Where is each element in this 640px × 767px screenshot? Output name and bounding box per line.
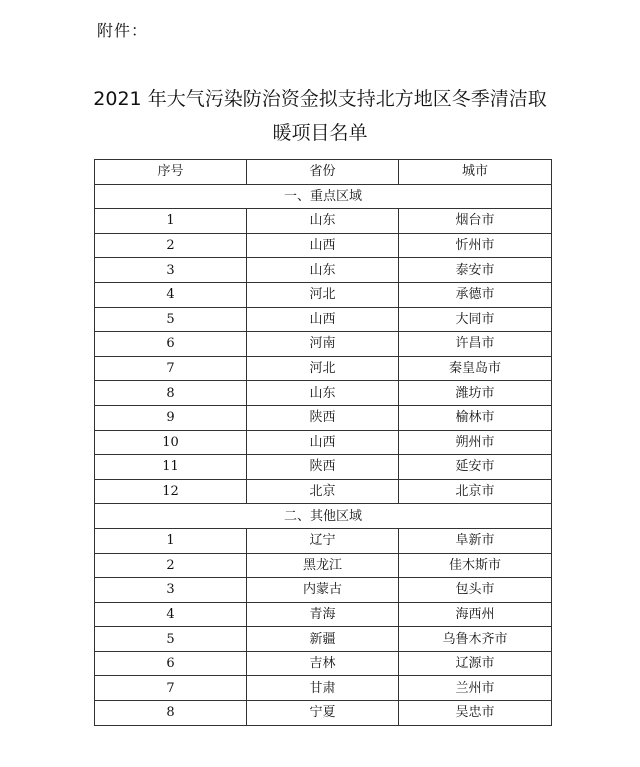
row-index: 8 (95, 701, 247, 726)
row-province: 山西 (247, 233, 399, 258)
row-index: 9 (95, 405, 247, 430)
document-title-line-2: 暖项目名单 (272, 122, 368, 144)
row-index: 2 (95, 553, 247, 578)
row-city: 烟台市 (399, 209, 552, 234)
table-row (95, 381, 552, 406)
row-city: 兰州市 (399, 676, 552, 701)
section-header-row (95, 504, 552, 529)
row-index: 5 (95, 307, 247, 332)
row-city: 乌鲁木齐市 (399, 627, 552, 652)
row-index: 11 (95, 455, 247, 480)
row-province: 吉林 (247, 651, 399, 676)
attachment-label: 附件： (97, 21, 149, 40)
row-city: 佳木斯市 (399, 553, 552, 578)
row-city: 延安市 (399, 455, 552, 480)
table-row (95, 332, 552, 357)
table-row (95, 602, 552, 627)
section-title: 一、重点区域 (95, 184, 552, 209)
row-province: 甘肃 (247, 676, 399, 701)
row-index: 7 (95, 676, 247, 701)
row-city: 北京市 (399, 479, 552, 504)
row-province: 河北 (247, 356, 399, 381)
row-index: 2 (95, 233, 247, 258)
table-row (95, 553, 552, 578)
table-body (95, 184, 552, 725)
header-city: 城市 (399, 160, 552, 185)
row-province: 河北 (247, 282, 399, 307)
row-province: 黑龙江 (247, 553, 399, 578)
row-city: 海西州 (399, 602, 552, 627)
row-province: 山西 (247, 307, 399, 332)
table-row (95, 258, 552, 283)
row-province: 新疆 (247, 627, 399, 652)
row-city: 承德市 (399, 282, 552, 307)
row-index: 10 (95, 430, 247, 455)
table-header-row (95, 160, 552, 185)
row-city: 包头市 (399, 578, 552, 603)
header-index: 序号 (95, 160, 247, 185)
table-row (95, 282, 552, 307)
row-index: 1 (95, 528, 247, 553)
row-index: 3 (95, 578, 247, 603)
row-index: 8 (95, 381, 247, 406)
row-index: 5 (95, 627, 247, 652)
row-city: 许昌市 (399, 332, 552, 357)
row-city: 秦皇岛市 (399, 356, 552, 381)
table-row (95, 676, 552, 701)
table-row (95, 209, 552, 234)
table-row (95, 701, 552, 726)
row-city: 忻州市 (399, 233, 552, 258)
table-row (95, 578, 552, 603)
table-row (95, 356, 552, 381)
row-province: 山东 (247, 381, 399, 406)
row-city: 榆林市 (399, 405, 552, 430)
row-city: 吴忠市 (399, 701, 552, 726)
section-header-row (95, 184, 552, 209)
table-row (95, 430, 552, 455)
row-index: 6 (95, 332, 247, 357)
row-city: 潍坊市 (399, 381, 552, 406)
row-province: 陕西 (247, 405, 399, 430)
table-row (95, 479, 552, 504)
row-province: 青海 (247, 602, 399, 627)
table-row (95, 405, 552, 430)
row-province: 山西 (247, 430, 399, 455)
row-index: 6 (95, 651, 247, 676)
section-title: 二、其他区域 (95, 504, 552, 529)
row-index: 4 (95, 602, 247, 627)
row-city: 朔州市 (399, 430, 552, 455)
table-row (95, 651, 552, 676)
project-list-table (94, 159, 552, 726)
row-province: 山东 (247, 258, 399, 283)
table-row (95, 233, 552, 258)
row-province: 陕西 (247, 455, 399, 480)
table-row (95, 455, 552, 480)
row-index: 3 (95, 258, 247, 283)
row-province: 辽宁 (247, 528, 399, 553)
table-row (95, 627, 552, 652)
table-row (95, 307, 552, 332)
row-index: 7 (95, 356, 247, 381)
document-title-line-1: 2021 年大气污染防治资金拟支持北方地区冬季清洁取 (93, 88, 547, 110)
row-city: 大同市 (399, 307, 552, 332)
header-province: 省份 (247, 160, 399, 185)
row-province: 内蒙古 (247, 578, 399, 603)
table-row (95, 528, 552, 553)
row-province: 北京 (247, 479, 399, 504)
row-province: 河南 (247, 332, 399, 357)
row-province: 宁夏 (247, 701, 399, 726)
row-index: 12 (95, 479, 247, 504)
row-city: 辽源市 (399, 651, 552, 676)
row-index: 4 (95, 282, 247, 307)
row-index: 1 (95, 209, 247, 234)
row-city: 阜新市 (399, 528, 552, 553)
row-province: 山东 (247, 209, 399, 234)
row-city: 泰安市 (399, 258, 552, 283)
